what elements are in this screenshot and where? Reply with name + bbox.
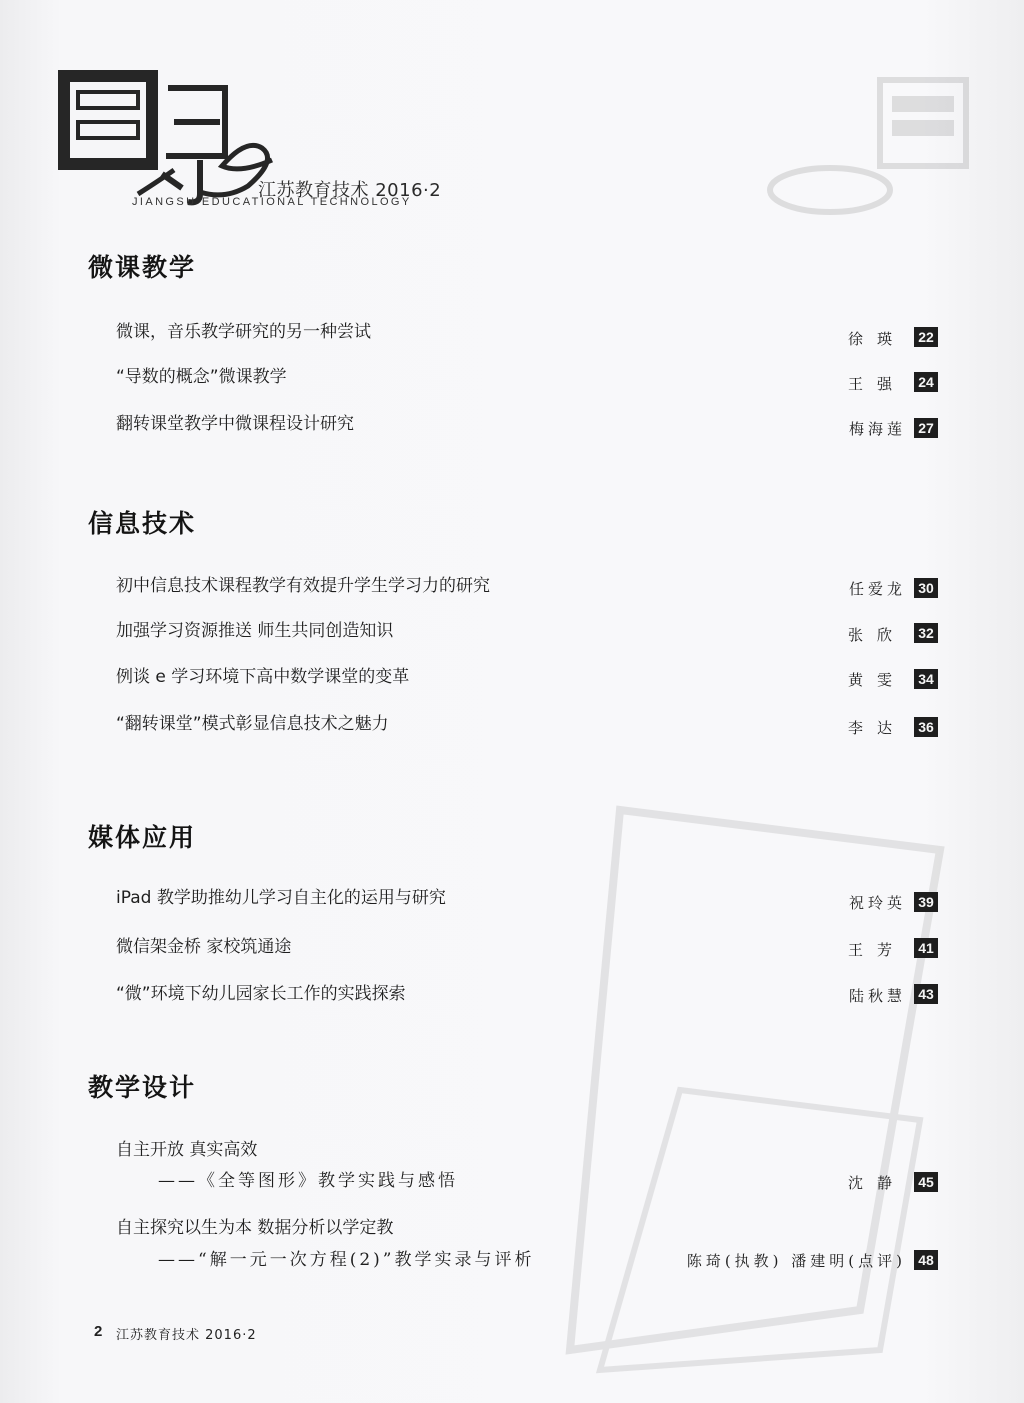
toc-entry-author: 王强	[847, 375, 906, 393]
toc-entry-author: 沈静	[847, 1174, 906, 1192]
toc-entry-title[interactable]: 自主开放 真实高效	[116, 1140, 258, 1160]
toc-entry-subtitle: ——《全等图形》教学实践与感悟	[158, 1171, 458, 1191]
contents-logo	[50, 62, 280, 212]
toc-entry-author: 陆秋慧	[848, 987, 906, 1005]
toc-entry-page[interactable]: 36	[914, 717, 938, 737]
toc-entry-title[interactable]: “翻转课堂”模式彰显信息技术之魅力	[116, 714, 389, 734]
toc-entry-author: 王芳	[847, 941, 906, 959]
toc-entry-title[interactable]: 加强学习资源推送 师生共同创造知识	[116, 621, 394, 641]
toc-entry-page[interactable]: 27	[914, 418, 938, 438]
toc-entry-title[interactable]: 微信架金桥 家校筑通途	[116, 937, 292, 957]
toc-entry-page[interactable]: 39	[914, 892, 938, 912]
toc-entry-page[interactable]: 43	[914, 984, 938, 1004]
toc-entry-author: 梅海莲	[848, 420, 906, 438]
toc-entry-author: 徐瑛	[847, 330, 906, 348]
toc-entry-author: 黄雯	[847, 671, 906, 689]
toc-entry-page[interactable]: 22	[914, 327, 938, 347]
toc-entry-page[interactable]: 34	[914, 669, 938, 689]
section-title-info-tech: 信息技术	[88, 509, 197, 538]
toc-entry-title[interactable]: 微课，音乐教学研究的另一种尝试	[116, 322, 371, 342]
toc-entry-title[interactable]: 初中信息技术课程教学有效提升学生学习力的研究	[116, 576, 490, 596]
toc-entry-author: 任爱龙	[848, 580, 906, 598]
footer-magazine-name: 江苏教育技术 2016·2	[116, 1328, 257, 1343]
toc-entry-page[interactable]: 48	[914, 1250, 938, 1270]
section-title-media: 媒体应用	[88, 823, 197, 852]
toc-entry-author: 陈琦(执教) 潘建明(点评)	[686, 1252, 906, 1270]
toc-entry-title[interactable]: 翻转课堂教学中微课程设计研究	[116, 414, 354, 434]
toc-entry-author: 李达	[847, 719, 906, 737]
magazine-name: 江苏教育技术 2016·2	[258, 180, 442, 201]
footer-page-number: 2	[94, 1323, 103, 1340]
toc-entry-title[interactable]: “微”环境下幼儿园家长工作的实践探索	[116, 984, 406, 1004]
toc-entry-title[interactable]: 自主探究以生为本 数据分析以学定教	[116, 1218, 394, 1238]
toc-entry-page[interactable]: 45	[914, 1172, 938, 1192]
section-title-micro-lesson: 微课教学	[88, 253, 197, 282]
magazine-name-english: JIANGSU EDUCATIONAL TECHNOLOGY	[132, 196, 412, 208]
toc-entry-title[interactable]: iPad 教学助推幼儿学习自主化的运用与研究	[116, 888, 446, 908]
toc-entry-page[interactable]: 32	[914, 623, 938, 643]
toc-entry-page[interactable]: 41	[914, 938, 938, 958]
toc-entry-page[interactable]: 24	[914, 372, 938, 392]
toc-entry-page[interactable]: 30	[914, 578, 938, 598]
section-title-design: 教学设计	[88, 1073, 197, 1102]
toc-entry-author: 张欣	[847, 626, 906, 644]
toc-entry-title[interactable]: 例谈 e 学习环境下高中数学课堂的变革	[116, 667, 410, 687]
toc-entry-author: 祝玲英	[848, 894, 906, 912]
toc-entry-subtitle: ——“解一元一次方程(2)”教学实录与评析	[158, 1250, 535, 1270]
toc-entry-title[interactable]: “导数的概念”微课教学	[116, 367, 287, 387]
